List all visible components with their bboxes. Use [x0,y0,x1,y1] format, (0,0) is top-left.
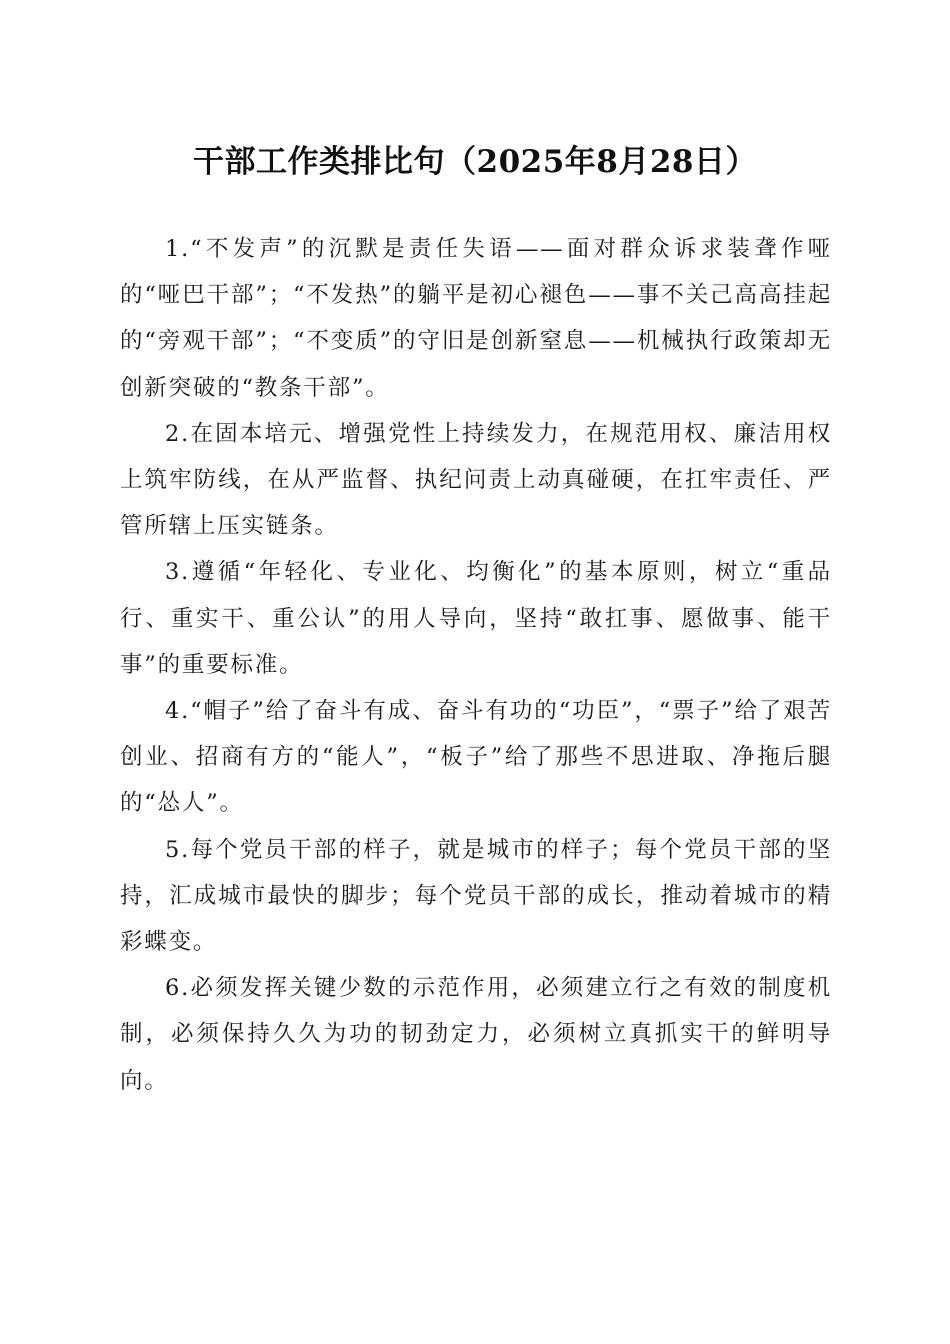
paragraph-5: 5.每个党员干部的样子，就是城市的样子；每个党员干部的坚持，汇成城市最快的脚步；每个党员干部的成长，推动着城市的精彩蝶变。 [120,836,832,956]
paragraph-2: 2.在固本培元、增强党性上持续发力，在规范用权、廉洁用权上筑牢防线，在从严监督、执纪问责上动真碰硬，在扛牢责任、严管所辖上压实链条。 [120,420,832,540]
document-title: 干部工作类排比句（2025年8月28日） [193,144,757,180]
document-body [120,226,832,1104]
paragraph-1: 1.“不发声”的沉默是责任失语——面对群众诉求装聋作哑的“哑巴干部”；“不发热”的躺平是初心褪色——事不关己高高挂起的“旁观干部”；“不变质”的守旧是创新窒息——机械执行政策却无创新突破的“教条干部”。 [120,236,832,401]
paragraph-3: 3.遵循“年轻化、专业化、均衡化”的基本原则，树立“重品行、重实干、重公认”的用人导向，坚持“敢扛事、愿做事、能干事”的重要标准。 [120,559,832,678]
paragraph-6: 6.必须发挥关键少数的示范作用，必须建立行之有效的制度机制，必须保持久久为功的韧劲定力，必须树立真抓实干的鲜明导向。 [120,975,832,1094]
paragraph-4: 4.“帽子”给了奋斗有成、奋斗有功的“功臣”，“票子”给了艰苦创业、招商有方的“能人”，“板子”给了那些不思进取、净拖后腿的“怂人”。 [120,698,832,817]
